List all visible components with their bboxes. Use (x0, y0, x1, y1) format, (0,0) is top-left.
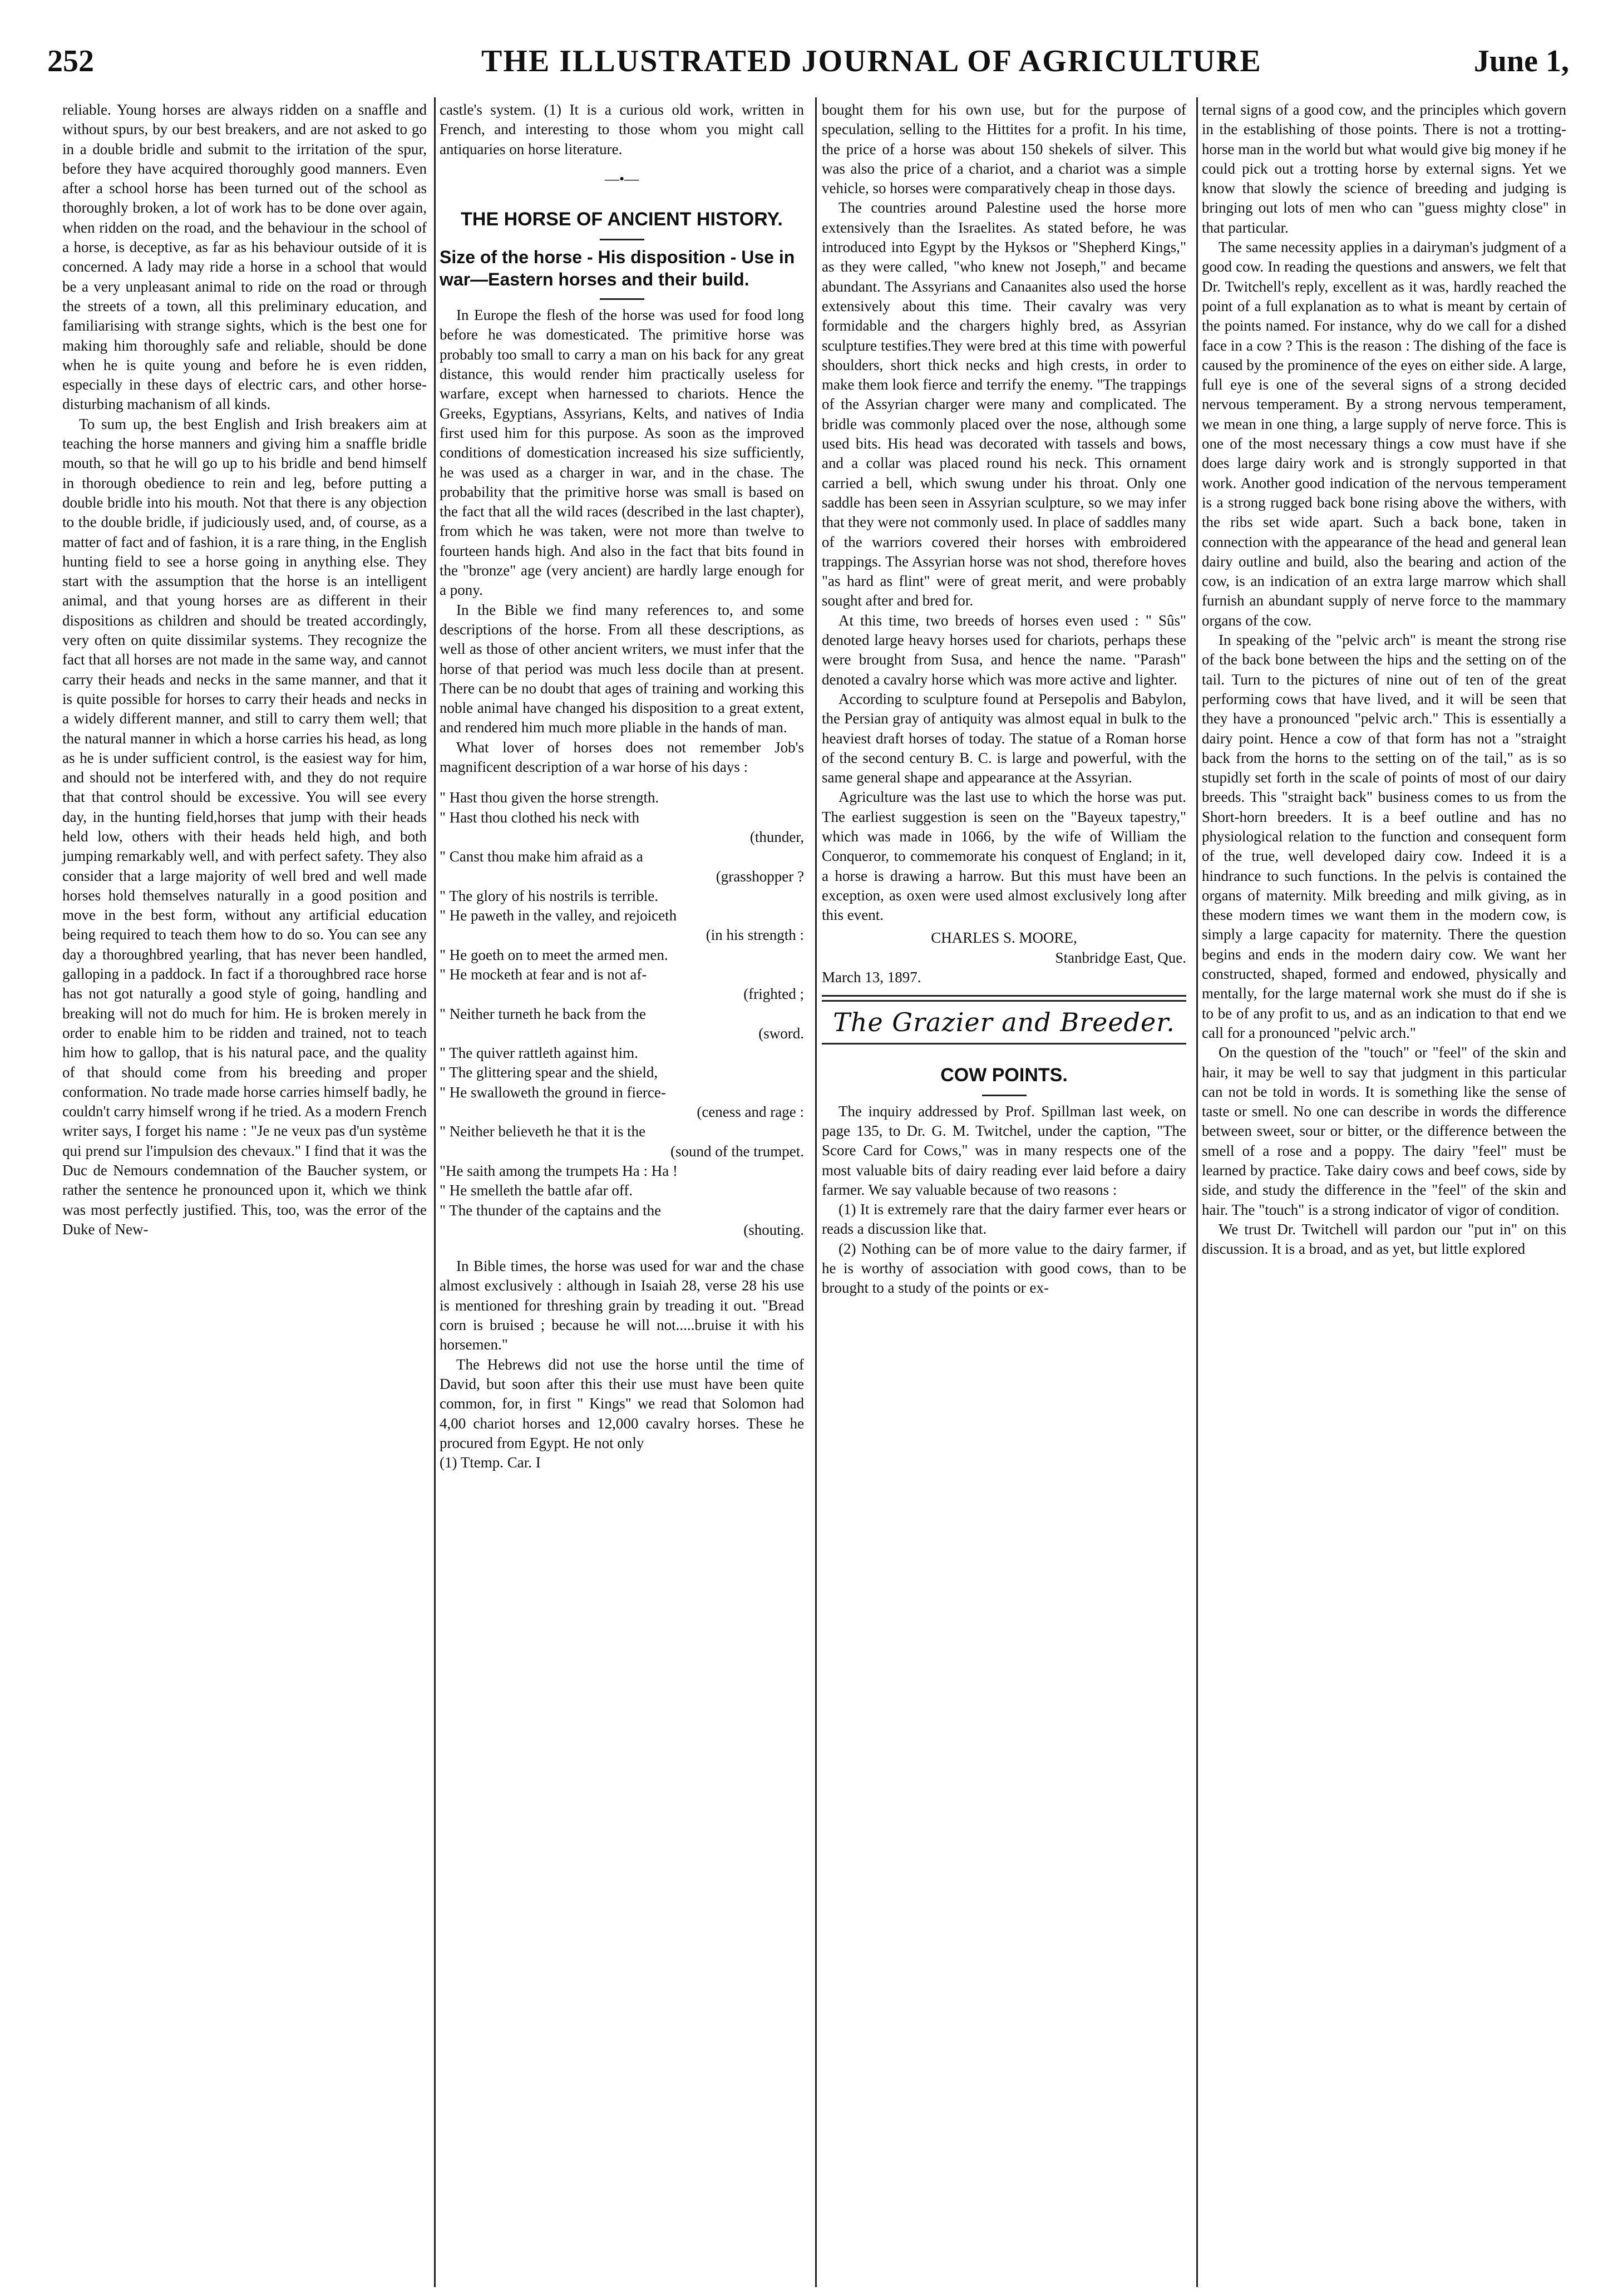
column-4 (1202, 100, 1566, 1259)
paragraph: On the question of the "touch" or "feel" of the skin and hair, it may be well to say that judgment in this particular can not be told in words. It is something like the sense of taste or smell. No one can describe in words the difference between sweet, sour or bitter, or the difference between the smell of a rose and a poppy. The dairy "feel" must be learned by practice. Take dairy cows and beef cows, side by side, and study the difference in the "feel" of the skin and hair. The "touch" is a strong indicator of vigor of condition. (1202, 1044, 1566, 1218)
article-heading: COW POINTS. (940, 1064, 1068, 1086)
column-divider (1196, 97, 1198, 2287)
paragraph: In the Bible we find many references to, and some descriptions of the horse. From all these descriptions, as well as those of other ancient writers, we must infer that the horse of that period was much less docile than at present. There can be no doubt that ages of training and working this noble animal have changed his disposition to a great extent, and rendered him much more pliable in the hands of man. (440, 601, 804, 736)
footnote: (1) Ttemp. Car. I (440, 1454, 541, 1471)
column-divider (815, 97, 817, 2287)
rule (822, 1000, 1186, 1002)
poem-line: " He smelleth the battle afar off. (440, 1182, 633, 1199)
column-divider (434, 97, 436, 2287)
paragraph: We trust Dr. Twitchell will pardon our "put in" on this discussion. It is a broad, and as yet, but little explored (1202, 1220, 1566, 1258)
rule (982, 1095, 1027, 1096)
poem-quote (440, 788, 804, 1240)
poem-line: " Neither believeth he that it is the (sound of the trumpet. (440, 1123, 804, 1160)
poem-line: " He paweth in the valley, and rejoiceth (in his strength : (440, 907, 804, 944)
paragraph: castle's system. (1) It is a curious old work, written in French, and interesting to those whom you might call antiquaries on horse literature. (440, 101, 804, 157)
paragraph: bought them for his own use, but for the purpose of speculation, selling to the Hittites for a profit. In his time, the price of a horse was about 150 shekels of silver. This was also the price of a chariot, and a chariot was a simple vehicle, so horses were comparatively cheap in those days. (822, 101, 1186, 197)
article-subheading: Size of the horse - His disposition - Use in war—Eastern horses and their build. (440, 247, 795, 290)
poem-line: " He goeth on to meet the armed men. (440, 946, 668, 963)
journal-title: THE ILLUSTRATED JOURNAL OF AGRICULTURE (481, 44, 1262, 78)
rule (822, 995, 1186, 997)
poem-line: "He saith among the trumpets Ha : Ha ! (440, 1162, 678, 1179)
paragraph: ternal signs of a good cow, and the principles which govern in the establishing of those points. There is not a trotting-horse man in the world but what would give big money if he could pick out a trotting horse by external signs. Yet we know that slowly the science of breeding and judging is bringing out lots of men who can "guess mighty close" in that particular. (1202, 101, 1566, 236)
paragraph: Agriculture was the last use to which the horse was put. The earliest suggestion is seen on the "Bayeux tapestry," which was made in 1066, by the wife of William the Conqueror, to commemorate his conquest of England; in it, a horse is drawing a harrow. But this must have been an exception, as oxen were used almost exclusively long after this event. (822, 789, 1186, 924)
poem-line: " Hast thou clothed his neck with (thunder, (440, 809, 804, 845)
author-location: Stanbridge East, Que. (1055, 949, 1186, 966)
poem-line: " Canst thou make him afraid as a (grasshopper ? (440, 848, 804, 885)
paragraph: What lover of horses does not remember Job's magnificent description of a war horse of his days : (440, 738, 804, 776)
poem-line: " The glittering spear and the shield, (440, 1064, 658, 1081)
column-2 (440, 100, 804, 1472)
rule (822, 1043, 1186, 1044)
paragraph: In Europe the flesh of the horse was used for food long before he was domesticated. The primitive horse was probably too small to carry a man on his back for any great distance, this would render him practically useless for warfare, except when harnessed to chariots. Hence the Greeks, Egyptians, Assyrians, Kelts, and natives of India first used him for this purpose. As soon as the improved conditions of domestication increased his size sufficiently, he was used as a charger in war, and in the chase. The probability that the primitive horse was small is based on the fact that all the wild races (described in the last chapter), from which he was taken, were not more than twelve to fourteen hands high. And also in the fact that bits found in the "bronze" age (very ancient) are hardly large enough for a pony. (440, 307, 804, 599)
ornament-divider: —•— (604, 170, 639, 187)
author-signature: CHARLES S. MOORE, (931, 929, 1077, 947)
poem-line: " The quiver rattleth against him. (440, 1044, 638, 1062)
paragraph: (1) It is extremely rare that the dairy farmer ever hears or reads a discussion like that. (822, 1201, 1186, 1238)
page-header (47, 43, 1569, 80)
paragraph: In speaking of the "pelvic arch" is meant the strong rise of the back bone between the hips and the setting on of the tail. Turn to the pictures of nine out of ten of the great performing cows that have lived, and it will be seen that they have a pronounced "pelvic arch." This is essentially a dairy point. Hence a cow of that form has not a "straight back from the horns to the setting on of the tail," as is so stupidly set forth in the scale of points of most of our dairy breeds. This "straight back" business comes to us from the Short-horn breeders. It is a beef outline and has no physiological relation to the function and consequent form of the true, well developed dairy cow. Indeed it is a hindrance to such functions. In the pelvis is contained the organs of maternity. Milk breeding and milk giving, as in these modern times we want them in the modern cow, is simply a large capacity for maternity. There the question begins and ends in the modern dairy cow. We want her constructed, shaped, formed and endowed, physically and mentally, for the large maternal work she must do if she is to be of any profit to us, and as an indication to that end we call for a pronounced "pelvic arch." (1202, 632, 1566, 1041)
paragraph: (2) Nothing can be of more value to the dairy farmer, if he is worthy of association with good cows, than to be brought to a study of the points or ex- (822, 1240, 1186, 1297)
paragraph: In Bible times, the horse was used for war and the chase almost exclusively : although in Isaiah 28, verse 28 his use is mentioned for threshing grain by treading it out. "Bread corn is bruised ; because he will not.....bruise it with his horsemen." (440, 1258, 804, 1353)
poem-line: " He mocketh at fear and is not af- (frighted ; (440, 965, 804, 1003)
column-3 (822, 100, 1186, 1298)
paragraph: The inquiry addressed by Prof. Spillman last week, on page 135, to Dr. G. M. Twitchel, under the caption, "The Score Card for Cows," was in many respects one of the most valuable bits of dairy reading ever laid before a dairy farmer. We say valuable because of two reasons : (822, 1102, 1186, 1198)
poem-line: " The thunder of the captains and the (shouting. (440, 1201, 804, 1238)
paragraph: The countries around Palestine used the horse more extensively than the Israelites. As stated before, he was introduced into Egypt by the Hyksos or "Shepherd Kings," as they were called, "who knew not Joseph," and became abundant. The Assyrians and Canaanites also used the horse extensively about this time. Their cavalry was very formidable and the chargers highly bred, as Assyrian sculpture testifies.They were bred at this time with powerful shoulders, short thick necks and high crests, in order to make them look fierce and terrify the enemy. "The trappings of the Assyrian charger were many and complicated. The bridle was commonly placed over the nose, although some used bits. His head was decorated with tassels and bows, and a collar was placed round his neck. This ornament carried a bell, which swung under his throat. Only one saddle has been seen in Assyrian sculpture, so we may infer that they were not commonly used. In place of saddles many of the warriors covered their horses with embroidered trappings. The Assyrian horse was not shod, therefore hoves "as hard as flint" were of great merit, and were probably sought after and bred for. (822, 199, 1186, 609)
poem-line: " The glory of his nostrils is terrible. (440, 887, 658, 904)
poem-line: " He swalloweth the ground in fierce- (ceness and rage : (440, 1083, 804, 1121)
article-date: March 13, 1897. (822, 969, 921, 986)
paragraph: The same necessity applies in a dairyman's judgment of a good cow. In reading the questions and answers, we felt that Dr. Twitchell's reply, excellent as it was, hardly reached the point of a full explanation as to what is meant by certain of the points named. For instance, why do we call for a dished face in a cow ? This is the reason : The dishing of the face is caused by the prominence of the eyes on either side. A large, full eye is one of the several signs of a strong decided nervous temperament. By a strong nervous temperament, we mean in one thing, a large supply of nerve force. This is one of the most necessary things a cow must have if she does large dairy work and is strongly supported in that work. Another good indication of the nervous temperament is a strong rugged back bone rising above the withers, with the ribs set wide apart. Such a back bone, taken in connection with the appearance of the head and general lean dairy outline and build, also the bearing and action of the cow, is an indication of an extra large marrow which shall furnish an abundant supply of nerve force to the mammary organs of the cow. (1202, 239, 1566, 629)
paragraph: reliable. Young horses are always ridden on a snaffle and without spurs, by our best breakers, and are not asked to go in a double bridle and submit to the irritation of the spur, before they have acquired thoroughly good manners. Even after a school horse has been turned out of the school as thoroughly broken, a lot of work has to be done over again, when ridden on the road, and the behaviour in the school of a horse, is deceptive, as far as his behaviour outside of it is concerned. A lady may ride a horse in a school that would be a very unpleasant animal to ride on the road or through the streets of a town, all this preliminary education, and familiarising with strange sights, which is the best one for making him thoroughly safe and reliable, should be done when he is quite young and before he is even ridden, especially in these days of electric cars, and other horse-disturbing machanism of all kinds. (62, 101, 427, 413)
issue-date: June 1, (1473, 44, 1569, 78)
paragraph: At this time, two breeds of horses even used : " Sûs" denoted large heavy horses used for chariots, perhaps these were brought from Susa, and hence the name. "Parash" denoted a cavalry horse which was more active and lighter. (822, 612, 1186, 688)
section-title: The Grazier and Breeder. (833, 1007, 1175, 1038)
rule (600, 239, 644, 240)
column-1 (62, 100, 427, 1239)
poem-line: " Hast thou given the horse strength. (440, 789, 659, 806)
poem-line: " Neither turneth he back from the (sword. (440, 1005, 804, 1042)
page-number: 252 (47, 44, 94, 78)
paragraph: The Hebrews did not use the horse until the time of David, but soon after this their use must have been quite common, for, in first " Kings" we read that Solomon had 4,00 chariot horses and 12,000 cavalry horses. These he procured from Egypt. He not only (440, 1356, 804, 1451)
paragraph: According to sculpture found at Persepolis and Babylon, the Persian gray of antiquity was almost equal in bulk to the heaviest draft horses of today. The statue of a Roman horse of the second century B. C. is large and powerful, with the same general shape and appearance at the Assyrian. (822, 690, 1186, 786)
paragraph: To sum up, the best English and Irish breakers aim at teaching the horse manners and giving him a snaffle bridle mouth, so that he will go up to his bridle and bend himself in thorough obedience to rein and leg, before putting a double bridle into his mouth. Not that there is any objection to the double bridle, if judiciously used, and, of course, as a matter of fact and of fashion, it is a rare thing, in the English hunting field to see a horse going in anything else. They start with the assumption that the horse is an intelligent animal, and that young horses are as different in their dispositions as children and should be treated accordingly, very often on quite dissimilar systems. They recognize the fact that all horses are not made in the same way, and cannot carry their heads and necks in the same manner, and that it is quite possible for horses to carry their heads and necks in a widely different manner, and still to carry them well; that the natural manner in which a horse carries his head, as long as he is under sufficient control, is the easiest way for him, and should not be interfered with, and they do not require that that control should be excessive. You will see every day, in the hunting field,horses that jump with their heads held low, others with their heads held high, and both jumping remarkably well, and with perfect safety. They also consider that a large majority of well bred and well made horses hold themselves naturally in a good position and move in the best form, without any artificial education being required to teach them how to do so. You can see any day a thoroughbred yearling, that has never been handled, galloping in a paddock. In fact if a thoroughbred race horse has not got naturally a good style of going, handling and breaking will not do much for him. He is broken merely in order to enable him to be ridden and trained, not to teach him how to gallop, that is his natural pace, and the quality of that should come from his breeding and proper conformation. No trade made horse carries himself badly, he couldn't carry himself wrong if he tried. As a modern French writer says, I forget his name : "Je ne veux pas d'un système qui prend sur l'impulsion des chevaux." I find that it was the Duc de Nemours condemnation of the Baucher system, or rather the sentence he pronounced upon it, which we think was most perfectly justified. This, too, was the error of the Duke of New- (62, 415, 427, 1238)
article-heading: THE HORSE OF ANCIENT HISTORY. (461, 209, 783, 230)
rule (600, 298, 644, 300)
